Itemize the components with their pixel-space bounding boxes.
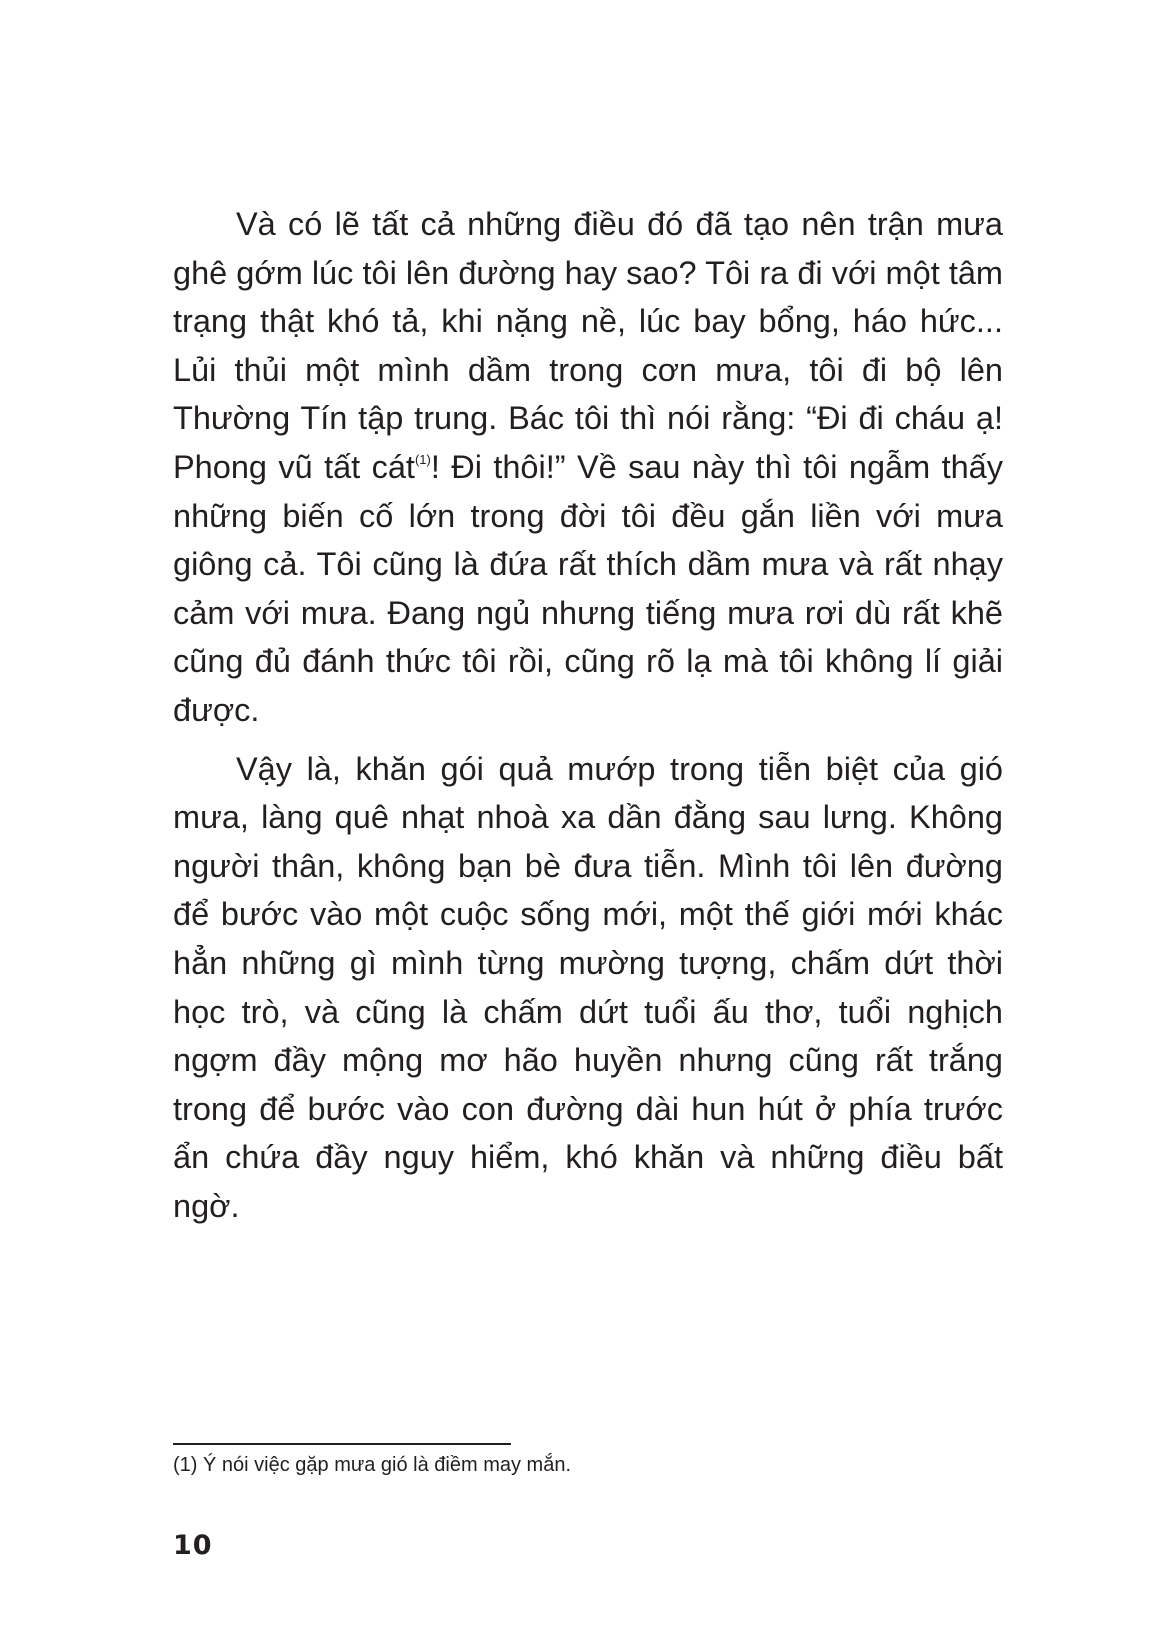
footnote: (1) Ý nói việc gặp mưa gió là điềm may mắn. xyxy=(173,1454,571,1476)
body-text xyxy=(173,200,1003,1240)
paragraph-1-text-end: ! Đi thôi!” Về sau này thì tôi ngẫm thấy những biến cố lớn trong đời tôi đều gắn liền với mưa giông cả. Tôi cũng là đứa rất thích dầm mưa và rất nhạy cảm với mưa. Đang ngủ nhưng tiếng mưa rơi dù rất khẽ cũng đủ đánh thức tôi rồi, cũng rõ lạ mà tôi không lí giải được. xyxy=(173,448,1003,728)
paragraph-1 xyxy=(173,200,1003,735)
footnote-divider xyxy=(173,1443,511,1445)
page-number: 10 xyxy=(173,1530,213,1561)
footnote-reference: (1) xyxy=(414,451,431,467)
paragraph-1-text-start: Và có lẽ tất cả những điều đó đã tạo nên trận mưa ghê gớm lúc tôi lên đường hay sao? Tôi ra đi với một tâm trạng thật khó tả, khi nặng nề, lúc bay bổng, háo hức... Lủi thủi một mình dầm trong cơn mưa, tôi đi bộ lên Thường Tín tập trung. Bác tôi thì nói rằng: “Đi đi cháu ạ! Phong vũ tất cát xyxy=(173,206,1003,485)
paragraph-2: Vậy là, khăn gói quả mướp trong tiễn biệt của gió mưa, làng quê nhạt nhoà xa dần đằng sau lưng. Không người thân, không bạn bè đưa tiễn. Mình tôi lên đường để bước vào một cuộc sống mới, một thế giới mới khác hẳn những gì mình từng mường tượng, chấm dứt thời học trò, và cũng là chấm dứt tuổi ấu thơ, tuổi nghịch ngợm đầy mộng mơ hão huyền nhưng cũng rất trắng trong để bước vào con đường dài hun hút ở phía trước ẩn chứa đầy nguy hiểm, khó khăn và những điều bất ngờ. xyxy=(173,750,1003,1224)
